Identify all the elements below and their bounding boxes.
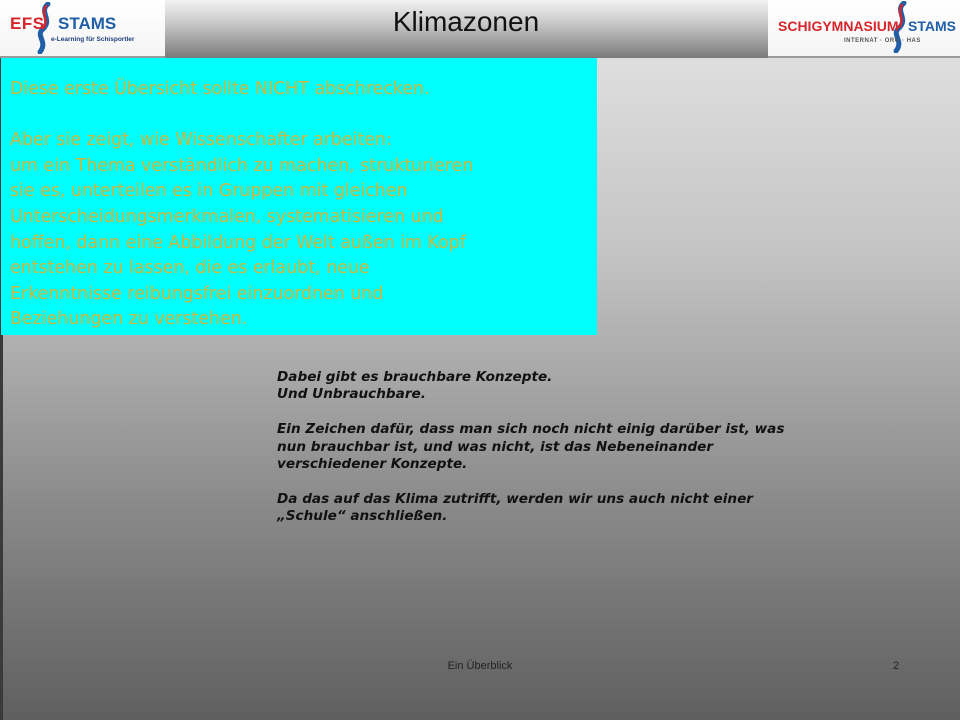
paragraph-gap — [277, 473, 897, 490]
slide-header — [0, 0, 960, 58]
schigymnasium-stams-logo — [768, 0, 960, 58]
note-line: Ein Zeichen dafür, dass man sich noch nicht einig darüber ist, was — [277, 421, 785, 438]
note-line: nun brauchbar ist, und was nicht, ist das Nebeneinander — [277, 438, 714, 455]
note-line: Da das auf das Klima zutrifft, werden wir uns auch nicht einer — [277, 490, 754, 507]
paragraph-gap — [10, 103, 600, 129]
note-line: „Schule“ anschließen. — [277, 508, 448, 525]
paragraph-gap — [277, 404, 897, 421]
page-number: 2 — [893, 660, 900, 672]
highlight-line: Diese erste Übersicht sollte NICHT abschrecken. — [10, 79, 430, 99]
highlight-line: sie es, unterteilen es in Gruppen mit gleichen — [10, 181, 408, 202]
logo-efs-text: EFS — [10, 14, 45, 33]
highlight-line: Unterscheidungsmerkmalen, systematisieren und — [10, 206, 444, 227]
note-line: verschiedener Konzepte. — [277, 456, 468, 473]
logo-stams-text: STAMS — [58, 14, 117, 33]
highlight-line: Erkenntnisse reibungsfrei einzuordnen und — [10, 283, 384, 304]
highlight-line: um ein Thema verständlich zu machen, strukturieren — [10, 155, 474, 176]
highlight-line: Aber sie zeigt, wie Wissenschafter arbeiten: — [10, 130, 392, 151]
note-line: Dabei gibt es brauchbare Konzepte. — [277, 369, 553, 385]
footer-section-label: Ein Überblick — [447, 660, 513, 672]
highlight-text — [10, 77, 600, 333]
logo-stams-right-text: STAMS — [908, 18, 956, 34]
highlight-line: hoffen, dann eine Abbildung der Welt außen im Kopf — [10, 232, 466, 253]
logo-subtitle: e-Learning für Schisportler — [51, 36, 135, 43]
note-line: Und Unbrauchbare. — [277, 386, 426, 403]
logo-right-subtitle: INTERNAT · ORG · HAS — [844, 38, 921, 44]
slide-title: Klimazonen — [392, 6, 540, 37]
efs-stams-logo — [0, 0, 165, 58]
highlight-line: Beziehungen zu verstehen. — [10, 309, 248, 330]
note-text-block — [277, 369, 897, 526]
logo-schigymnasium-text: SCHIGYMNASIUM — [778, 18, 899, 34]
highlight-line: entstehen zu lassen, die es erlaubt, neue — [10, 258, 370, 279]
